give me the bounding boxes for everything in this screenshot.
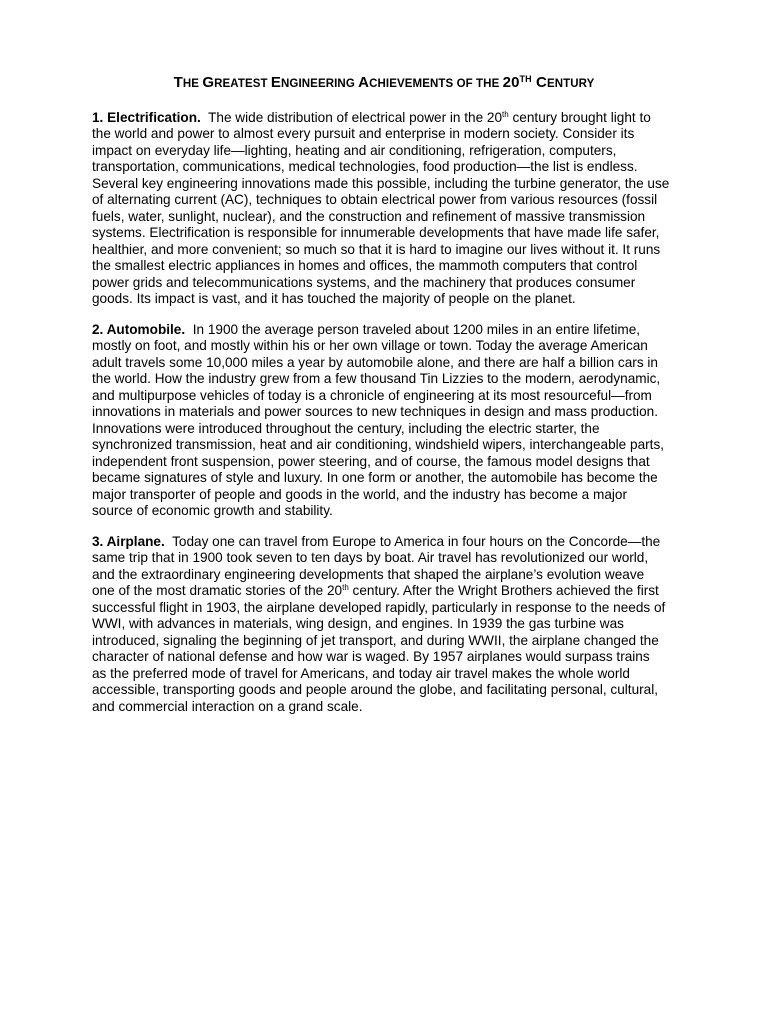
section-heading: 1. Electrification.	[92, 110, 201, 125]
paragraph-line: became signatures of style and luxury. In one form or another, the automobile has become the	[92, 470, 658, 486]
ordinal-superscript: th	[342, 583, 349, 593]
paragraph-line	[92, 322, 692, 338]
paragraph-line: the world. How the industry grew from a few thousand Tin Lizzies to the modern, aerodynamic,	[92, 371, 661, 387]
paragraph-line	[92, 110, 692, 126]
paragraph-line: fuels, water, sunlight, nuclear), and the construction and refinement of massive transmission	[92, 208, 646, 224]
paragraph-line: major transporter of people and goods in the world, and the industry has become a major	[92, 486, 627, 502]
line-text: century brought light to	[508, 110, 651, 125]
paragraph-line: same trip that in 1900 took seven to ten days by boat. Air travel has revolutionized our world,	[92, 550, 649, 566]
paragraph-line: mostly on foot, and mostly within his or her own village or town. Today the average American	[92, 338, 648, 354]
document-title	[0, 74, 768, 91]
paragraph-line: synchronized transmission, heat and air conditioning, windshield wipers, interchangeable parts,	[92, 437, 665, 453]
title-text: CHIEVEMENTS OF THE	[369, 78, 503, 90]
paragraph-line: and multipurpose vehicles of today is a chronicle of engineering at its most resourceful—from	[92, 387, 652, 403]
paragraph-line: source of economic growth and stability.	[92, 502, 333, 518]
paragraph-line: the world and power to almost every pursuit and enterprise in modern society. Consider its	[92, 126, 635, 142]
paragraph-line: character of national defense and how war is waged. By 1957 airplanes would surpass trains	[92, 649, 650, 665]
paragraph-line: innovations in materials and power sources to new techniques in design and mass production.	[92, 404, 658, 420]
title-text: REATEST	[214, 78, 271, 90]
title-initial: T	[173, 74, 183, 91]
paragraph-line: and commercial interaction on a grand scale.	[92, 698, 363, 714]
title-text: NGINEERING	[281, 78, 359, 90]
paragraph-line: and the extraordinary engineering developments that shaped the airplane’s evolution weave	[92, 566, 645, 582]
paragraph-line: goods. Its impact is vast, and it has touched the majority of people on the planet.	[92, 290, 576, 306]
paragraph-line: the smallest electric appliances in homes and offices, the mammoth computers that control	[92, 258, 638, 274]
title-text: HE	[182, 78, 203, 90]
title-initial: A	[358, 74, 370, 91]
paragraph-line: independent front suspension, power steering, and of course, the famous model designs that	[92, 453, 650, 469]
section-electrification	[92, 110, 692, 307]
paragraph-line: accessible, transporting goods and people around the globe, and facilitating personal, cultural,	[92, 682, 659, 698]
paragraph-line: successful flight in 1903, the airplane developed rapidly, particularly in response to the needs of	[92, 599, 666, 615]
ordinal-superscript: th	[502, 110, 509, 119]
title-text: ENTURY	[546, 78, 595, 90]
section-heading: 3. Airplane.	[92, 534, 165, 549]
line-text: century. After the Wright Brothers achieved the first	[348, 583, 659, 599]
title-initial: C	[531, 74, 547, 91]
paragraph-line: Several key engineering innovations made this possible, including the turbine generator, the use	[92, 175, 670, 191]
paragraph-line: adult travels some 10,000 miles a year by automobile alone, and there are half a billion cars in	[92, 354, 658, 370]
section-airplane	[92, 534, 692, 715]
line-text: one of the most dramatic stories of the 20	[92, 583, 343, 599]
line-text: In 1900 the average person traveled about 1200 miles in an entire lifetime,	[192, 322, 641, 337]
paragraph-line	[92, 534, 692, 550]
paragraph-line: introduced, signaling the beginning of jet transport, and during WWII, the airplane changed the	[92, 632, 659, 648]
paragraph-line	[92, 583, 692, 599]
paragraph-line: as the preferred mode of travel for Americans, and today air travel makes the whole world	[92, 665, 630, 681]
paragraph-line: systems. Electrification is responsible for innumerable developments that have made life safer,	[92, 225, 660, 241]
title-number: 20	[502, 74, 520, 91]
title-initial: G	[202, 74, 215, 91]
section-automobile	[92, 322, 692, 519]
paragraph-line: impact on everyday life—lighting, heating and air conditioning, refrigeration, computers,	[92, 142, 617, 158]
section-heading: 2. Automobile.	[92, 322, 186, 337]
paragraph-line: of alternating current (AC), techniques to obtain electrical power from various resources (fossil	[92, 192, 658, 208]
line-text: The wide distribution of electrical power in the 20	[208, 110, 503, 125]
paragraph-line: WWI, with advances in materials, wing design, and engines. In 1939 the gas turbine was	[92, 616, 624, 632]
line-text: Today one can travel from Europe to America in four hours on the Concorde—the	[172, 534, 661, 549]
title-superscript: TH	[519, 74, 532, 84]
paragraph-line: healthier, and more convenient; so much so that it is hard to imagine our lives without it. It runs	[92, 241, 661, 257]
paragraph-line: transportation, communications, medical technologies, food production—the list is endless.	[92, 159, 638, 175]
paragraph-line: Innovations were introduced throughout the century, including the electric starter, the	[92, 420, 600, 436]
paragraph-line: power grids and telecommunications systems, and the machinery that produces consumer	[92, 274, 636, 290]
title-initial: E	[270, 74, 282, 91]
